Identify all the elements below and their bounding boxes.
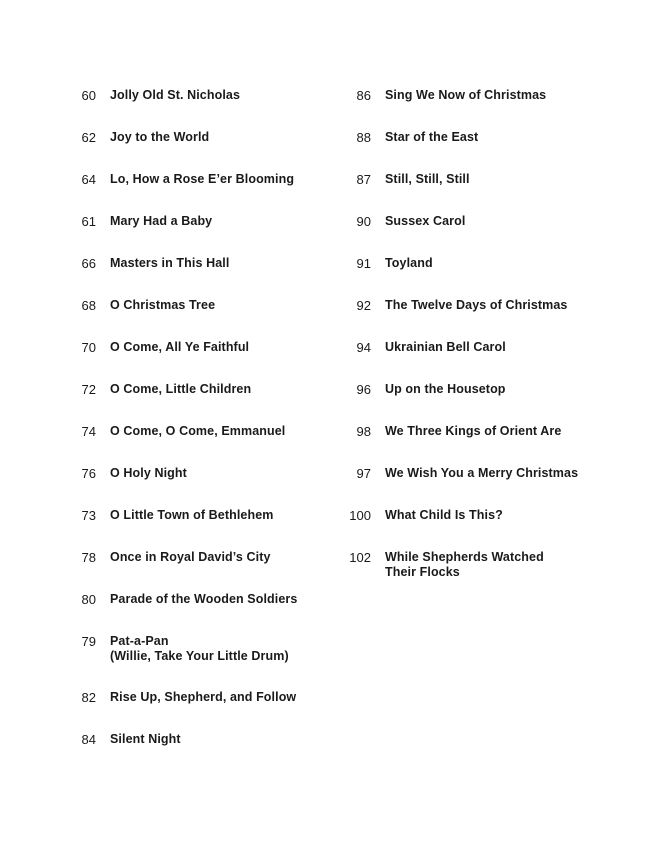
toc-entry[interactable]	[335, 466, 625, 508]
page-number: 100	[349, 508, 371, 523]
page-number: 98	[356, 424, 371, 439]
toc-entry[interactable]	[335, 382, 625, 424]
song-title: Still, Still, Still	[385, 172, 470, 186]
page-number: 70	[81, 340, 96, 355]
toc-entry[interactable]	[60, 256, 350, 298]
song-title: Joy to the World	[110, 130, 210, 144]
song-title: Up on the Housetop	[385, 382, 506, 396]
page-number: 68	[81, 298, 96, 313]
page-number: 84	[81, 732, 96, 747]
toc-entry[interactable]	[335, 508, 625, 550]
song-title: O Come, All Ye Faithful	[110, 340, 250, 354]
toc-entry[interactable]	[60, 382, 350, 424]
song-title: Star of the East	[385, 130, 479, 144]
page-number: 73	[81, 508, 96, 523]
song-title: Silent Night	[110, 732, 181, 746]
song-title: O Little Town of Bethlehem	[110, 508, 274, 522]
toc-entry[interactable]	[60, 214, 350, 256]
page-number: 79	[81, 634, 96, 649]
toc-entry[interactable]	[60, 466, 350, 508]
toc-entry[interactable]	[335, 298, 625, 340]
toc-entry[interactable]	[335, 550, 625, 606]
song-title: Mary Had a Baby	[110, 214, 213, 228]
page-number: 66	[81, 256, 96, 271]
page-number: 62	[81, 130, 96, 145]
song-title: Jolly Old St. Nicholas	[110, 88, 241, 102]
song-title: Sing We Now of Christmas	[385, 88, 547, 102]
page-number: 94	[356, 340, 371, 355]
page-number: 88	[356, 130, 371, 145]
page-number: 92	[356, 298, 371, 313]
page-number: 78	[81, 550, 96, 565]
toc-entry[interactable]	[335, 172, 625, 214]
page-number: 61	[81, 214, 96, 229]
toc-entry[interactable]	[60, 732, 350, 774]
page-number: 64	[81, 172, 96, 187]
page-number: 72	[81, 382, 96, 397]
toc-entry[interactable]	[335, 424, 625, 466]
page-number: 96	[356, 382, 371, 397]
toc-entry[interactable]	[335, 340, 625, 382]
toc-entry[interactable]	[60, 130, 350, 172]
page-number: 91	[356, 256, 371, 271]
table-of-contents	[0, 88, 648, 808]
song-title: What Child Is This?	[385, 508, 503, 522]
page-number: 87	[356, 172, 371, 187]
song-title: The Twelve Days of Christmas	[385, 298, 568, 312]
song-title: While Shepherds Watched Their Flocks	[385, 550, 544, 579]
song-title: O Come, Little Children	[110, 382, 252, 396]
song-title: Parade of the Wooden Soldiers	[110, 592, 298, 606]
song-title: Pat-a-Pan (Willie, Take Your Little Drum)	[110, 634, 289, 663]
song-title: Ukrainian Bell Carol	[385, 340, 506, 354]
page-number: 60	[81, 88, 96, 103]
toc-entry[interactable]	[335, 214, 625, 256]
song-title: Masters in This Hall	[110, 256, 230, 270]
toc-entry[interactable]	[60, 424, 350, 466]
song-title: O Holy Night	[110, 466, 187, 480]
toc-entry[interactable]	[335, 88, 625, 130]
toc-entry[interactable]	[335, 256, 625, 298]
toc-entry[interactable]	[60, 508, 350, 550]
page-number: 80	[81, 592, 96, 607]
toc-entry[interactable]	[60, 550, 350, 592]
page-number: 74	[81, 424, 96, 439]
toc-left-column	[60, 88, 350, 774]
toc-entry[interactable]	[60, 340, 350, 382]
song-title: Sussex Carol	[385, 214, 466, 228]
toc-entry[interactable]	[60, 690, 350, 732]
song-title: Rise Up, Shepherd, and Follow	[110, 690, 297, 704]
toc-entry[interactable]	[60, 634, 350, 690]
song-title: O Christmas Tree	[110, 298, 216, 312]
song-title: We Three Kings of Orient Are	[385, 424, 562, 438]
toc-entry[interactable]	[60, 88, 350, 130]
song-title: Toyland	[385, 256, 433, 270]
page-number: 76	[81, 466, 96, 481]
page-number: 82	[81, 690, 96, 705]
toc-entry[interactable]	[335, 130, 625, 172]
page-number: 86	[356, 88, 371, 103]
toc-entry[interactable]	[60, 298, 350, 340]
toc-right-column	[335, 88, 625, 606]
song-title: O Come, O Come, Emmanuel	[110, 424, 286, 438]
song-title: Lo, How a Rose E’er Blooming	[110, 172, 295, 186]
toc-entry[interactable]	[60, 592, 350, 634]
song-title: We Wish You a Merry Christmas	[385, 466, 579, 480]
toc-entry[interactable]	[60, 172, 350, 214]
song-title: Once in Royal David’s City	[110, 550, 271, 564]
page-number: 102	[349, 550, 371, 565]
page-number: 90	[356, 214, 371, 229]
page-number: 97	[356, 466, 371, 481]
